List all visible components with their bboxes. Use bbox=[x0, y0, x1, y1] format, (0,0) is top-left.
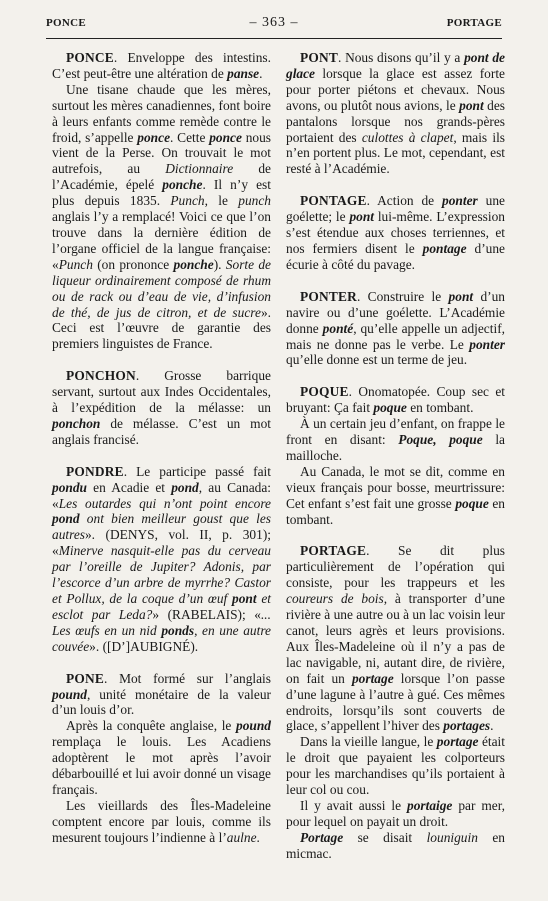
entry-paragraph: Après la conquête anglaise, le pound remplaça le louis. Les Acadiens adoptèrent le mot après l’avoir débarbouillé et lui avoir donné un visage français. bbox=[52, 718, 271, 797]
entry-paragraph: Au Canada, le mot se dit, comme en vieux français pour bosse, meurtrissure: Cet enfant s’est fait une grosse poque en tombant. bbox=[286, 463, 505, 527]
left-column bbox=[52, 50, 271, 862]
entry-ponce bbox=[52, 50, 271, 352]
entry-pontage bbox=[286, 193, 505, 273]
entry-definition: PONE. Mot formé sur l’anglais pound, unité monétaire de la valeur d’un louis d’or. bbox=[52, 670, 271, 718]
entry-definition: PONDRE. Le participe passé fait pondu en Acadie et pond, au Canada: «Les outardes qui n’ont point encore pond ont bien meilleur goust que les autres». (DENYS, vol. II, p. 301); «Minerve nasquit-elle pas du cerveau par l’oreille de Jupiter? Adonis, par l’escorce d’un arbre de myrrhe? Castor et Pollux, de la coque d’un œuf pont et esclot par Leda?» (RABELAIS); «... Les œufs en un nid ponds, en une autre couvée». ([D’]AUBIGNÉ). bbox=[52, 463, 271, 654]
right-column bbox=[286, 50, 505, 878]
entry-ponter bbox=[286, 289, 505, 369]
running-header bbox=[46, 16, 502, 39]
entry-definition: PONCHON. Grosse barrique servant, surtout aux Indes Occidentales, à l’expédition de la mélasse: un ponchon de mélasse. C’est un mot anglais francisé. bbox=[52, 368, 271, 447]
entry-paragraph: Il y avait aussi le portaige par mer, pour lequel on payait un droit. bbox=[286, 797, 505, 829]
entry-definition: PONT. Nous disons qu’il y a pont de glace lorsque la glace est assez forte pour porter piétons et chevaux. Nous avons, ou plutôt nous avions, le pont des pantalons lorsque nos grands-pères portaient des culottes à clapet, mais ils n’en portent plus. Le mot, cependant, est resté à l’Académie. bbox=[286, 50, 505, 177]
entry-definition: PORTAGE. Se dit plus particulièrement de l’opération qui consiste, pour les trappeurs et les coureurs de bois, à transporter d’une rivière à une autre ou à un lac voisin leur canot, leurs agrès et leurs provisions. Aux Îles-Madeleine où il n’y a pas de lac navigable, ni, autant dire, de rivière, on fait un portage lorsque l’on passe d’une lagune à l’autre à gué. Ces mêmes endroits, lorsqu’ils sont couverts de glace, s’appellent l’hiver des portages. bbox=[286, 543, 506, 734]
entry-definition: POQUE. Onomatopée. Coup sec et bruyant: Ça fait poque en tombant. bbox=[286, 384, 505, 416]
entry-paragraph: À un certain jeu d’enfant, on frappe le front en disant: Poque, poque la mailloche. bbox=[286, 416, 505, 463]
entry-pont bbox=[286, 50, 505, 177]
header-first-entry: PONCE bbox=[46, 17, 86, 29]
page-number: – 363 – bbox=[249, 15, 299, 30]
entry-pondre bbox=[52, 464, 271, 655]
entry-pone bbox=[52, 671, 271, 846]
entry-definition: PONTAGE. Action de ponter une goélette; le pont lui-même. L’expression s’est étendue aux choses terriennes, et nos fermiers disent le pontage d’une écurie à côté du pavage. bbox=[286, 193, 505, 272]
entry-definition: PONCE. Enveloppe des intestins. C’est peut-être une altération de panse. bbox=[52, 50, 271, 81]
entry-portage bbox=[286, 543, 505, 861]
entry-paragraph: Portage se disait louniguin en micmac. bbox=[286, 829, 505, 861]
header-last-entry: PORTAGE bbox=[446, 17, 502, 29]
entry-poque bbox=[286, 384, 505, 527]
entry-paragraph: Les vieillards des Îles-Madeleine comptent encore par louis, comme ils mesurent toujours l’indienne à l’aulne. bbox=[52, 797, 271, 845]
entry-paragraph: Dans la vieille langue, le portage était le droit que payaient les colporteurs pour les marchandises qu’ils portaient à leur col ou cou. bbox=[286, 734, 505, 798]
entry-paragraph: Une tisane chaude que les mères, surtout les mères canadiennes, font boire à leurs enfants comme remède contre le froid, s’appelle ponce. Cette ponce nous vient de la Perse. On trouvait le mot autrefois, au Dictionnaire de l’Académie, épelé ponche. Il n’y est plus depuis 1835. Punch, le punch anglais l’y a remplacé! Voici ce que l’on trouve dans la dernière édition de l’organe officiel de la langue française: «Punch (on prononce ponche). Sorte de liqueur ordinairement composé de rhum ou de rack ou d’eau de vie, d’infusion de thé, de jus de citron, et de sucre». Ceci est l’œuvre de garantie des premiers linguistes de France. bbox=[52, 81, 271, 352]
entry-ponchon bbox=[52, 368, 271, 448]
entry-definition: PONTER. Construire le pont d’un navire ou d’une goélette. L’Académie donne ponté, qu’elle appelle un adjectif, mais ne donne pas le verbe. Le ponter qu’elle donne est un terme de jeu. bbox=[286, 288, 505, 368]
